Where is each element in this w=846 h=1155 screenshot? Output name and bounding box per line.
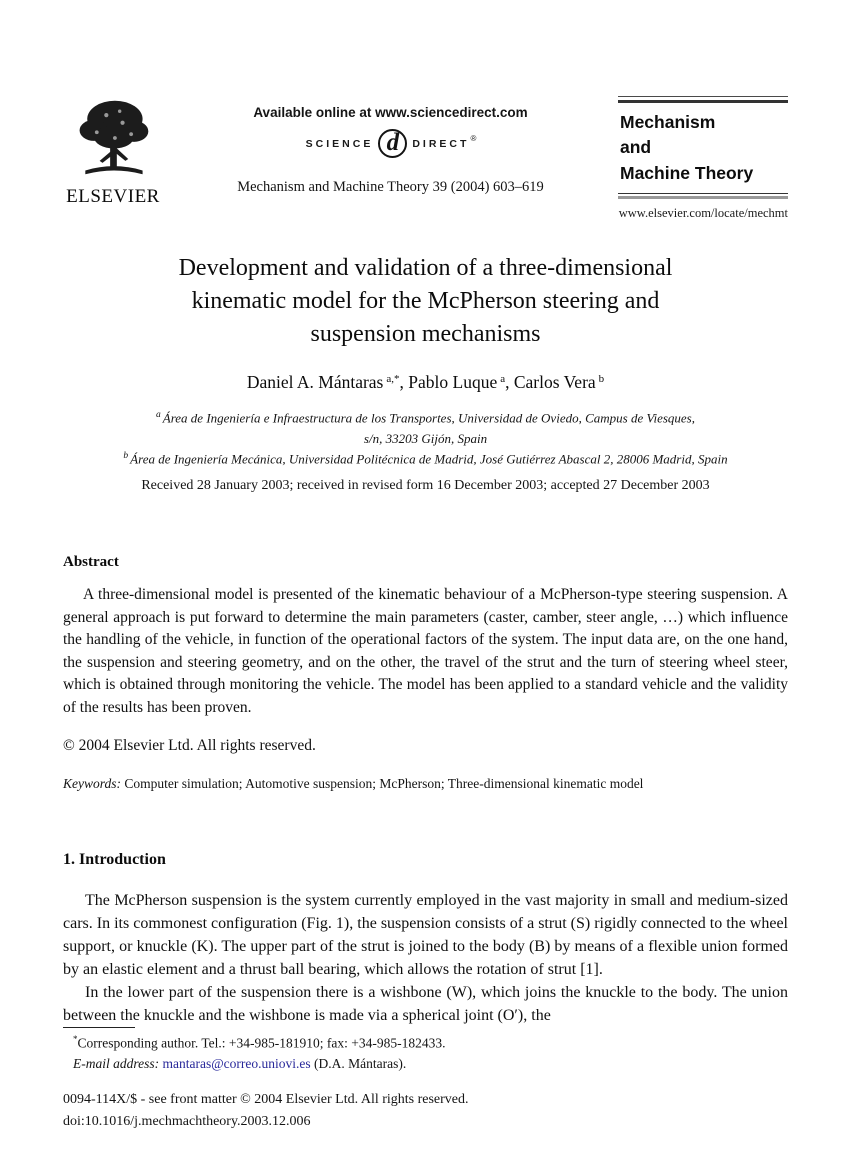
corresponding-author-text: Corresponding author. Tel.: +34-985-181910; fax: +34-985-182433. xyxy=(77,1035,446,1051)
abstract-body: A three-dimensional model is presented of the kinematic behaviour of a McPherson-type steering suspension. A general approach is put forward to determine the main parameters (caster, camber, steer angle, …) which influence the handling of the vehicle, in function of the operational factors of the system. The input data are, on the one hand, the suspension and steering geometry, and on the other, the travel of the strut and the turn of steering wheel steer, which is obtained through monitoring the vehicle. The model has been applied to a standard vehicle and the validity of the results has been proven. xyxy=(63,586,788,716)
journal-name xyxy=(620,110,788,186)
journal-bottom-rule xyxy=(618,193,788,199)
article-title xyxy=(63,252,788,351)
journal-header xyxy=(63,96,788,221)
title-line: Development and validation of a three-dimensional xyxy=(178,255,673,281)
journal-name-line: Machine Theory xyxy=(620,162,754,183)
intro-paragraph-1: The McPherson suspension is the system currently employed in the vast majority in small and medium-sized cars. In its commonest configuration (Fig. 1), the suspension consists of a strut (S) rigidly connected to the wheel support, or knuckle (K). The upper part of the strut is joined to the body (B) by means of a flexible union formed by an elastic element and a thrust ball bearing, which allows the rotation of strut [1]. xyxy=(63,892,788,979)
keywords-text: Computer simulation; Automotive suspension; McPherson; Three-dimensional kinematic model xyxy=(121,776,644,792)
footnote-marker: * xyxy=(73,1034,78,1045)
header-center xyxy=(163,96,618,196)
abstract-heading: Abstract xyxy=(63,554,119,571)
journal-citation: Mechanism and Machine Theory 39 (2004) 603–619 xyxy=(237,179,544,195)
journal-url: www.elsevier.com/locate/mechmt xyxy=(618,206,788,221)
received-dates: Received 28 January 2003; received in revised form 16 December 2003; accepted 27 December 2003 xyxy=(141,478,710,494)
issn-front-matter-line: 0094-114X/$ - see front matter © 2004 Elsevier Ltd. All rights reserved. xyxy=(63,1092,469,1108)
email-link[interactable]: mantaras@correo.uniovi.es xyxy=(159,1056,311,1072)
elsevier-logo xyxy=(63,96,163,208)
email-note xyxy=(63,1054,788,1074)
affiliation-text: s/n, 33203 Gijón, Spain xyxy=(363,430,488,446)
email-suffix: (D.A. Mántaras). xyxy=(310,1056,407,1072)
author-affil-marker: a xyxy=(500,372,506,385)
affiliation-marker: a xyxy=(156,410,161,421)
title-line: kinematic model for the McPherson steering and xyxy=(191,288,660,315)
sciencedirect-d-icon xyxy=(378,129,407,158)
journal-name-line: and xyxy=(620,137,652,158)
copyright-line: © 2004 Elsevier Ltd. All rights reserved. xyxy=(63,736,316,754)
keywords-line xyxy=(63,776,788,792)
title-line: suspension mechanisms xyxy=(310,321,541,348)
direct-text: DIRECT xyxy=(412,137,470,150)
author-name: Pablo Luque xyxy=(408,372,498,393)
registered-mark-icon: ® xyxy=(470,134,477,143)
imprint-footer xyxy=(63,1089,788,1132)
author-list xyxy=(63,372,788,393)
affiliation-marker: b xyxy=(123,450,129,461)
journal-top-rule xyxy=(618,96,788,103)
email-label: E-mail address: xyxy=(73,1056,160,1072)
doi-line: doi:10.1016/j.mechmachtheory.2003.12.006 xyxy=(63,1114,311,1130)
affiliation-a-line2 xyxy=(63,429,788,449)
affiliation-a-line1 xyxy=(63,408,788,428)
affiliation-text: Área de Ingeniería e Infraestructura de los Transportes, Universidad de Oviedo, Campus de Viesques, xyxy=(162,410,695,426)
journal-title-block xyxy=(618,96,788,221)
sciencedirect-d-letter: d xyxy=(386,128,400,156)
footnote-rule xyxy=(63,1027,135,1028)
author-affil-marker: a,* xyxy=(386,372,400,385)
affiliation-b-line1 xyxy=(63,449,788,469)
elsevier-wordmark: ELSEVIER xyxy=(66,186,160,207)
elsevier-tree-icon xyxy=(70,96,156,180)
author-separator: , xyxy=(505,372,514,393)
sciencedirect-logo xyxy=(163,129,618,158)
science-text: SCIENCE xyxy=(305,137,374,150)
intro-paragraph-2: In the lower part of the suspension there is a wishbone (W), which joins the knuckle to the body. The union between the knuckle and the wishbone is made via a spherical joint (O′), the xyxy=(63,984,788,1025)
author-name: Carlos Vera xyxy=(513,372,596,393)
section-heading-introduction: 1. Introduction xyxy=(63,851,166,869)
journal-name-line: Mechanism xyxy=(620,112,716,132)
author-separator: , xyxy=(399,372,409,393)
author-name: Daniel A. Mántaras xyxy=(246,372,384,393)
author-affil-marker: b xyxy=(598,372,605,385)
keywords-label: Keywords: xyxy=(63,776,121,792)
corresponding-author-note xyxy=(63,1033,788,1054)
available-online-text: Available online at www.sciencedirect.com xyxy=(253,105,528,120)
affiliation-text: Área de Ingeniería Mecánica, Universidad Politécnica de Madrid, José Gutiérrez Abascal 2, 28006 Madrid, Spain xyxy=(130,451,728,467)
affiliations xyxy=(63,408,788,469)
